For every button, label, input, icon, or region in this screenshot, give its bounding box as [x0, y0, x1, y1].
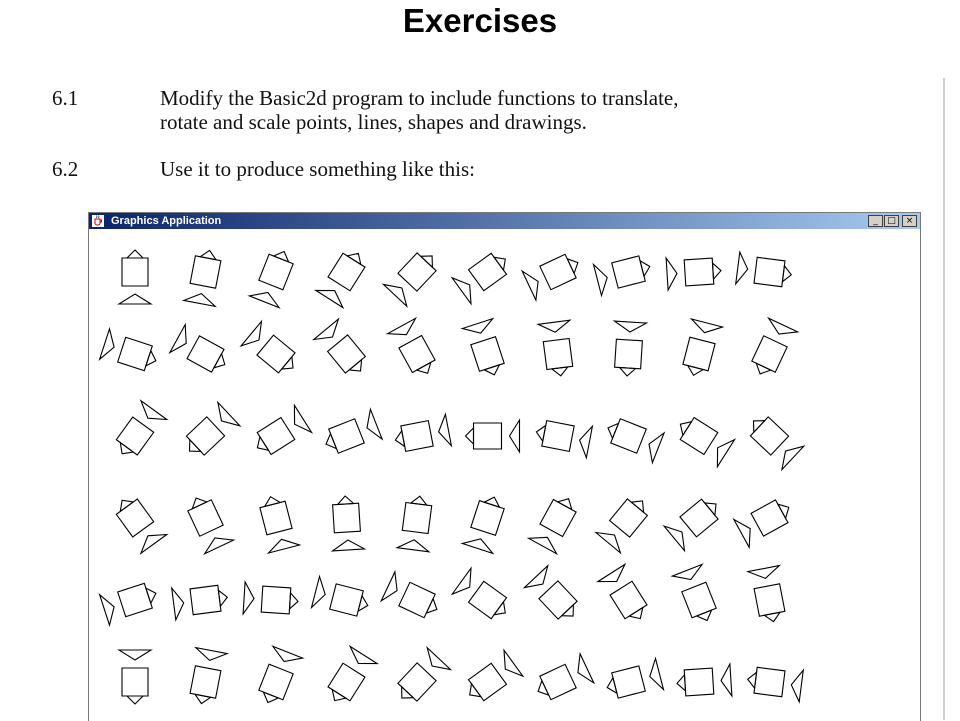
- figure-cap: [190, 440, 201, 452]
- rotated-figure: [750, 417, 803, 470]
- figure-triangle: [100, 595, 115, 625]
- rotated-figure: [184, 250, 221, 306]
- figure-triangle: [141, 401, 167, 420]
- figure-triangle: [172, 588, 184, 620]
- rotated-figure: [748, 566, 785, 622]
- figure-triangle: [791, 670, 803, 702]
- figure-cap: [274, 252, 289, 262]
- rotated-figure: [683, 319, 723, 375]
- figure-triangle: [580, 426, 593, 457]
- figure-triangle: [241, 321, 261, 346]
- figure-cap: [764, 612, 780, 621]
- figure-cap: [629, 608, 643, 619]
- figure-triangle: [666, 258, 677, 290]
- figure-triangle: [452, 568, 471, 594]
- figure-cap: [608, 423, 618, 438]
- figure-cap: [778, 504, 789, 518]
- figure-cap: [631, 501, 643, 512]
- rotated-figure: [452, 253, 506, 303]
- figure-square: [398, 663, 436, 701]
- figure-triangle: [734, 519, 750, 547]
- rotated-figure: [259, 646, 303, 702]
- figure-square: [402, 503, 431, 534]
- figure-triangle: [672, 564, 702, 579]
- figure-cap: [257, 437, 268, 451]
- figure-cap: [748, 672, 757, 688]
- rotated-figure: [316, 253, 365, 307]
- figure-cap: [677, 675, 686, 691]
- figure-square: [750, 417, 788, 455]
- figure-cap: [282, 357, 293, 369]
- rotated-figure: [466, 420, 520, 452]
- rotated-figure: [536, 421, 592, 458]
- figure-square: [122, 668, 148, 696]
- rotated-figure: [607, 659, 663, 699]
- figure-triangle: [649, 433, 664, 463]
- figure-triangle: [367, 409, 382, 439]
- figure-triangle: [184, 294, 215, 307]
- figure-cap: [620, 368, 636, 377]
- rotated-figure: [469, 650, 523, 701]
- figure-triangle: [249, 293, 279, 308]
- rotated-figure: [522, 254, 578, 300]
- rotated-figure: [398, 648, 451, 701]
- rotated-figure: [186, 402, 239, 455]
- figure-cap: [120, 500, 133, 511]
- figure-square: [684, 668, 714, 696]
- exercise-text-line: rotate and scale points, lines, shapes and drawings.: [160, 110, 587, 134]
- figure-triangle: [397, 540, 429, 552]
- rotated-figure: [462, 319, 504, 375]
- figure-triangle: [119, 294, 151, 304]
- rotated-figure: [260, 497, 300, 553]
- figure-triangle: [294, 405, 311, 432]
- figure-cap: [265, 497, 281, 507]
- figure-square: [543, 339, 572, 370]
- figure-triangle: [510, 420, 520, 452]
- window-controls: [868, 215, 917, 227]
- figure-cap: [754, 421, 765, 433]
- figure-square: [257, 335, 295, 373]
- figure-cap: [536, 426, 545, 442]
- figure-cap: [484, 497, 499, 507]
- figure-triangle: [243, 582, 254, 614]
- rotated-figure: [395, 414, 451, 451]
- figure-cap: [713, 263, 722, 279]
- figure-cap: [395, 431, 404, 447]
- rotated-figure: [397, 496, 432, 552]
- figure-triangle: [350, 646, 377, 663]
- figure-triangle: [578, 654, 594, 683]
- figure-triangle: [273, 646, 303, 661]
- figure-cap: [688, 366, 704, 376]
- figure-triangle: [316, 290, 343, 307]
- figure-cap: [127, 696, 143, 704]
- figure-cap: [552, 367, 568, 376]
- figure-square: [754, 584, 785, 616]
- figure-cap: [358, 596, 368, 612]
- figure-cap: [494, 257, 505, 270]
- window-title: Graphics Application: [111, 215, 222, 227]
- rotated-figure: [116, 401, 167, 455]
- figure-cap: [558, 499, 572, 510]
- figure-cap: [263, 692, 278, 702]
- rotated-figure: [672, 564, 716, 620]
- figure-triangle: [452, 278, 471, 304]
- figure-triangle: [736, 252, 748, 284]
- rotated-figure: [188, 498, 234, 554]
- drawing-canvas: [92, 230, 915, 721]
- exercise-text: [160, 86, 950, 134]
- figure-cap: [195, 694, 211, 703]
- figure-square: [474, 423, 502, 449]
- rotated-figure: [677, 664, 732, 696]
- rotated-figure: [333, 496, 365, 551]
- figure-triangle: [717, 440, 734, 467]
- exercise-number: 6.1: [52, 86, 79, 110]
- figure-cap: [640, 261, 650, 277]
- rotated-figure: [388, 318, 436, 373]
- figure-cap: [120, 443, 133, 454]
- figure-triangle: [748, 566, 779, 579]
- figure-triangle: [594, 265, 608, 296]
- figure-cap: [417, 362, 431, 373]
- figure-triangle: [269, 539, 300, 553]
- figure-cap: [214, 354, 225, 368]
- rotated-figure: [734, 500, 789, 548]
- figure-triangle: [650, 659, 664, 690]
- figure-cap: [127, 250, 143, 258]
- rotated-figure: [748, 667, 804, 702]
- figure-triangle: [782, 446, 804, 469]
- figure-triangle: [119, 650, 151, 660]
- figure-square: [122, 258, 148, 286]
- rotated-figure: [312, 577, 368, 617]
- figure-cap: [562, 605, 574, 616]
- figure-cap: [146, 588, 156, 603]
- figure-cap: [290, 593, 299, 609]
- rotated-figure: [462, 497, 504, 553]
- figure-cap: [538, 681, 549, 696]
- rotated-figure: [664, 499, 718, 551]
- figure-cap: [680, 422, 691, 436]
- figure-cap: [146, 351, 156, 366]
- rotated-figure: [172, 585, 228, 620]
- close-button[interactable]: ×: [902, 215, 917, 227]
- rotated-figure: [608, 419, 664, 463]
- rotated-figure: [100, 329, 156, 371]
- figure-square: [754, 667, 785, 696]
- window-titlebar[interactable]: [89, 213, 920, 229]
- exercise-text-line: Use it to produce something like this:: [160, 157, 475, 181]
- exercise-text-line: Modify the Basic2d program to include functions to translate,: [160, 86, 679, 110]
- figure-cap: [200, 250, 216, 259]
- figure-triangle: [462, 539, 492, 554]
- figure-triangle: [538, 320, 570, 332]
- rotated-figure: [170, 325, 225, 373]
- figure-cap: [347, 253, 361, 264]
- rotated-figure: [529, 499, 577, 554]
- figure-cap: [567, 259, 578, 274]
- figure-triangle: [381, 572, 397, 601]
- figure-square: [680, 499, 718, 537]
- figure-square: [610, 499, 648, 537]
- figure-cap: [411, 496, 427, 505]
- figure-triangle: [205, 538, 234, 554]
- figure-cap: [466, 428, 474, 444]
- rotated-figure: [452, 568, 506, 619]
- figure-square: [328, 335, 366, 373]
- figure-cap: [756, 363, 771, 374]
- figure-triangle: [615, 321, 647, 332]
- rotated-figure: [249, 252, 293, 308]
- figure-triangle: [524, 566, 547, 588]
- figure-square: [333, 503, 361, 533]
- rotated-figure: [524, 566, 577, 619]
- figure-square: [754, 257, 785, 286]
- figure-triangle: [504, 650, 523, 676]
- figure-square: [190, 585, 221, 614]
- figure-square: [684, 258, 714, 286]
- rotated-figure: [752, 318, 798, 374]
- figure-square: [542, 421, 574, 452]
- figure-square: [190, 666, 221, 698]
- figure-cap: [782, 266, 791, 282]
- slide-title: Exercises: [402, 2, 558, 39]
- rotated-figure: [381, 572, 437, 618]
- figure-cap: [338, 496, 354, 505]
- exercise-number: 6.2: [52, 157, 79, 181]
- figure-triangle: [721, 664, 732, 696]
- figure-cap: [705, 503, 716, 515]
- figure-triangle: [529, 537, 557, 553]
- rotated-figure: [666, 258, 721, 290]
- figure-triangle: [664, 526, 684, 551]
- minimize-button[interactable]: _: [868, 215, 883, 227]
- figure-cap: [349, 360, 361, 371]
- figure-cap: [326, 434, 336, 449]
- rotated-figure: [680, 418, 734, 467]
- figure-cap: [192, 498, 207, 509]
- figure-triangle: [596, 533, 621, 553]
- rotated-figure: [119, 650, 151, 704]
- rotated-figure: [598, 564, 647, 618]
- rotated-figure: [314, 319, 366, 373]
- figure-square: [190, 256, 221, 288]
- rotated-figure: [538, 320, 573, 376]
- figure-cap: [607, 678, 617, 694]
- figure-square: [261, 586, 291, 614]
- graphics-application-window: [88, 212, 921, 721]
- figure-cap: [402, 687, 414, 698]
- rotated-figure: [257, 405, 311, 454]
- figure-triangle: [314, 319, 339, 339]
- figure-cap: [421, 256, 433, 267]
- figure-triangle: [333, 540, 365, 551]
- rotated-figure: [615, 321, 647, 376]
- rotated-figure: [241, 321, 295, 373]
- rotated-figure: [736, 252, 792, 287]
- figure-cap: [470, 684, 481, 697]
- figure-triangle: [427, 648, 450, 670]
- figure-cap: [484, 365, 499, 375]
- figure-triangle: [383, 284, 406, 306]
- figure-triangle: [388, 318, 416, 334]
- figure-cap: [697, 610, 712, 620]
- rotated-figure: [383, 253, 436, 306]
- rotated-figure: [594, 256, 650, 296]
- rotated-figure: [116, 499, 167, 553]
- figure-triangle: [312, 577, 326, 608]
- exercise-text: [160, 157, 950, 181]
- rotated-figure: [243, 582, 298, 614]
- rotated-figure: [328, 646, 377, 700]
- figure-cap: [426, 599, 437, 614]
- java-cup-icon: [92, 215, 104, 227]
- figure-square: [539, 581, 577, 619]
- rotated-figure: [190, 648, 227, 704]
- figure-triangle: [462, 319, 492, 334]
- rotated-figure: [119, 250, 151, 304]
- figure-triangle: [692, 319, 723, 333]
- figure-triangle: [439, 414, 452, 445]
- figure-cap: [332, 690, 346, 701]
- figure-triangle: [196, 648, 227, 661]
- maximize-button[interactable]: □: [884, 215, 899, 227]
- figure-triangle: [141, 535, 167, 554]
- figure-square: [186, 417, 224, 455]
- figure-square: [615, 339, 643, 369]
- figure-cap: [494, 602, 505, 615]
- rotated-figure: [326, 409, 382, 453]
- rotated-figure: [100, 583, 156, 625]
- figure-square: [401, 421, 433, 452]
- rotated-figure: [596, 499, 648, 553]
- rotated-figure: [538, 654, 594, 700]
- figure-triangle: [218, 402, 240, 425]
- figure-triangle: [100, 329, 115, 359]
- figure-triangle: [598, 564, 625, 581]
- figure-cap: [218, 590, 227, 606]
- figure-triangle: [769, 318, 798, 334]
- figure-square: [398, 253, 436, 291]
- figure-triangle: [170, 325, 186, 353]
- figure-triangle: [522, 271, 538, 300]
